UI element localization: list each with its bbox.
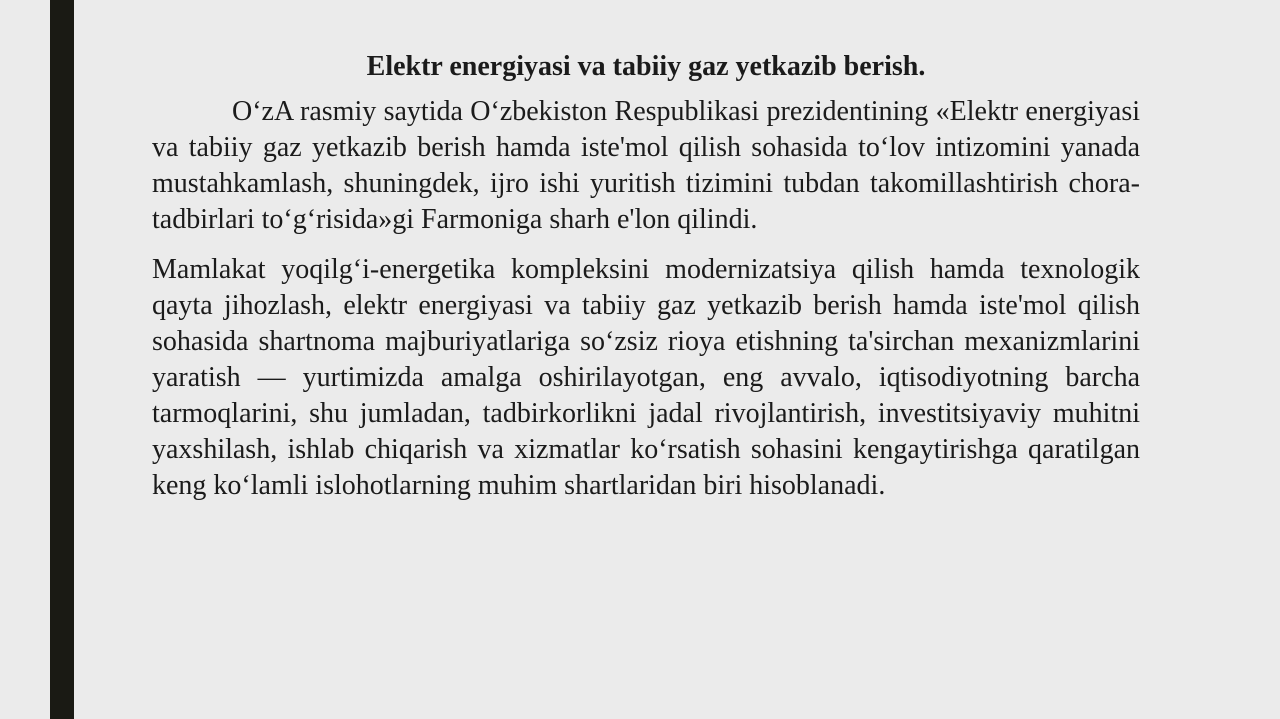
slide-title: Elektr energiyasi va tabiiy gaz yetkazib berish. (366, 51, 926, 82)
accent-side-bar (50, 0, 74, 719)
paragraph-modernization: Mamlakat yoqilg‘i-energetika kompleksini modernizatsiya qilish hamda texnologik qayta jihozlash, elektr energiyasi va tabiiy gaz yetkazib berish hamda iste'mol qilish sohasida shartnoma majburiyatlariga so‘zsiz rioya etishning ta'sirchan mexanizmlarini yaratish — yurtimizda amalga oshirilayotgan, eng avvalo, iqtisodiyotning barcha tarmoqlarini, shu jumladan, tadbirkorlikni jadal rivojlantirish, investitsiyaviy muhitni yaxshilash, ishlab chiqarish va xizmatlar ko‘rsatish sohasini kengaytirishga qaratilgan keng ko‘lamli islohotlarning muhim shartlaridan biri hisoblanadi. (152, 254, 1140, 501)
slide-content (152, 48, 1140, 504)
paragraph-announcement: O‘zA rasmiy saytida O‘zbekiston Respublikasi prezidentining «Elektr energiyasi va tabiiy gaz yetkazib berish hamda iste'mol qilish sohasida to‘lov intizomini yanada mustahkamlash, shuningdek, ijro ishi yuritish tizimini tubdan takomillashtirish chora-tadbirlari to‘g‘risida»gi Farmoniga sharh e'lon qilindi. (152, 96, 1140, 235)
